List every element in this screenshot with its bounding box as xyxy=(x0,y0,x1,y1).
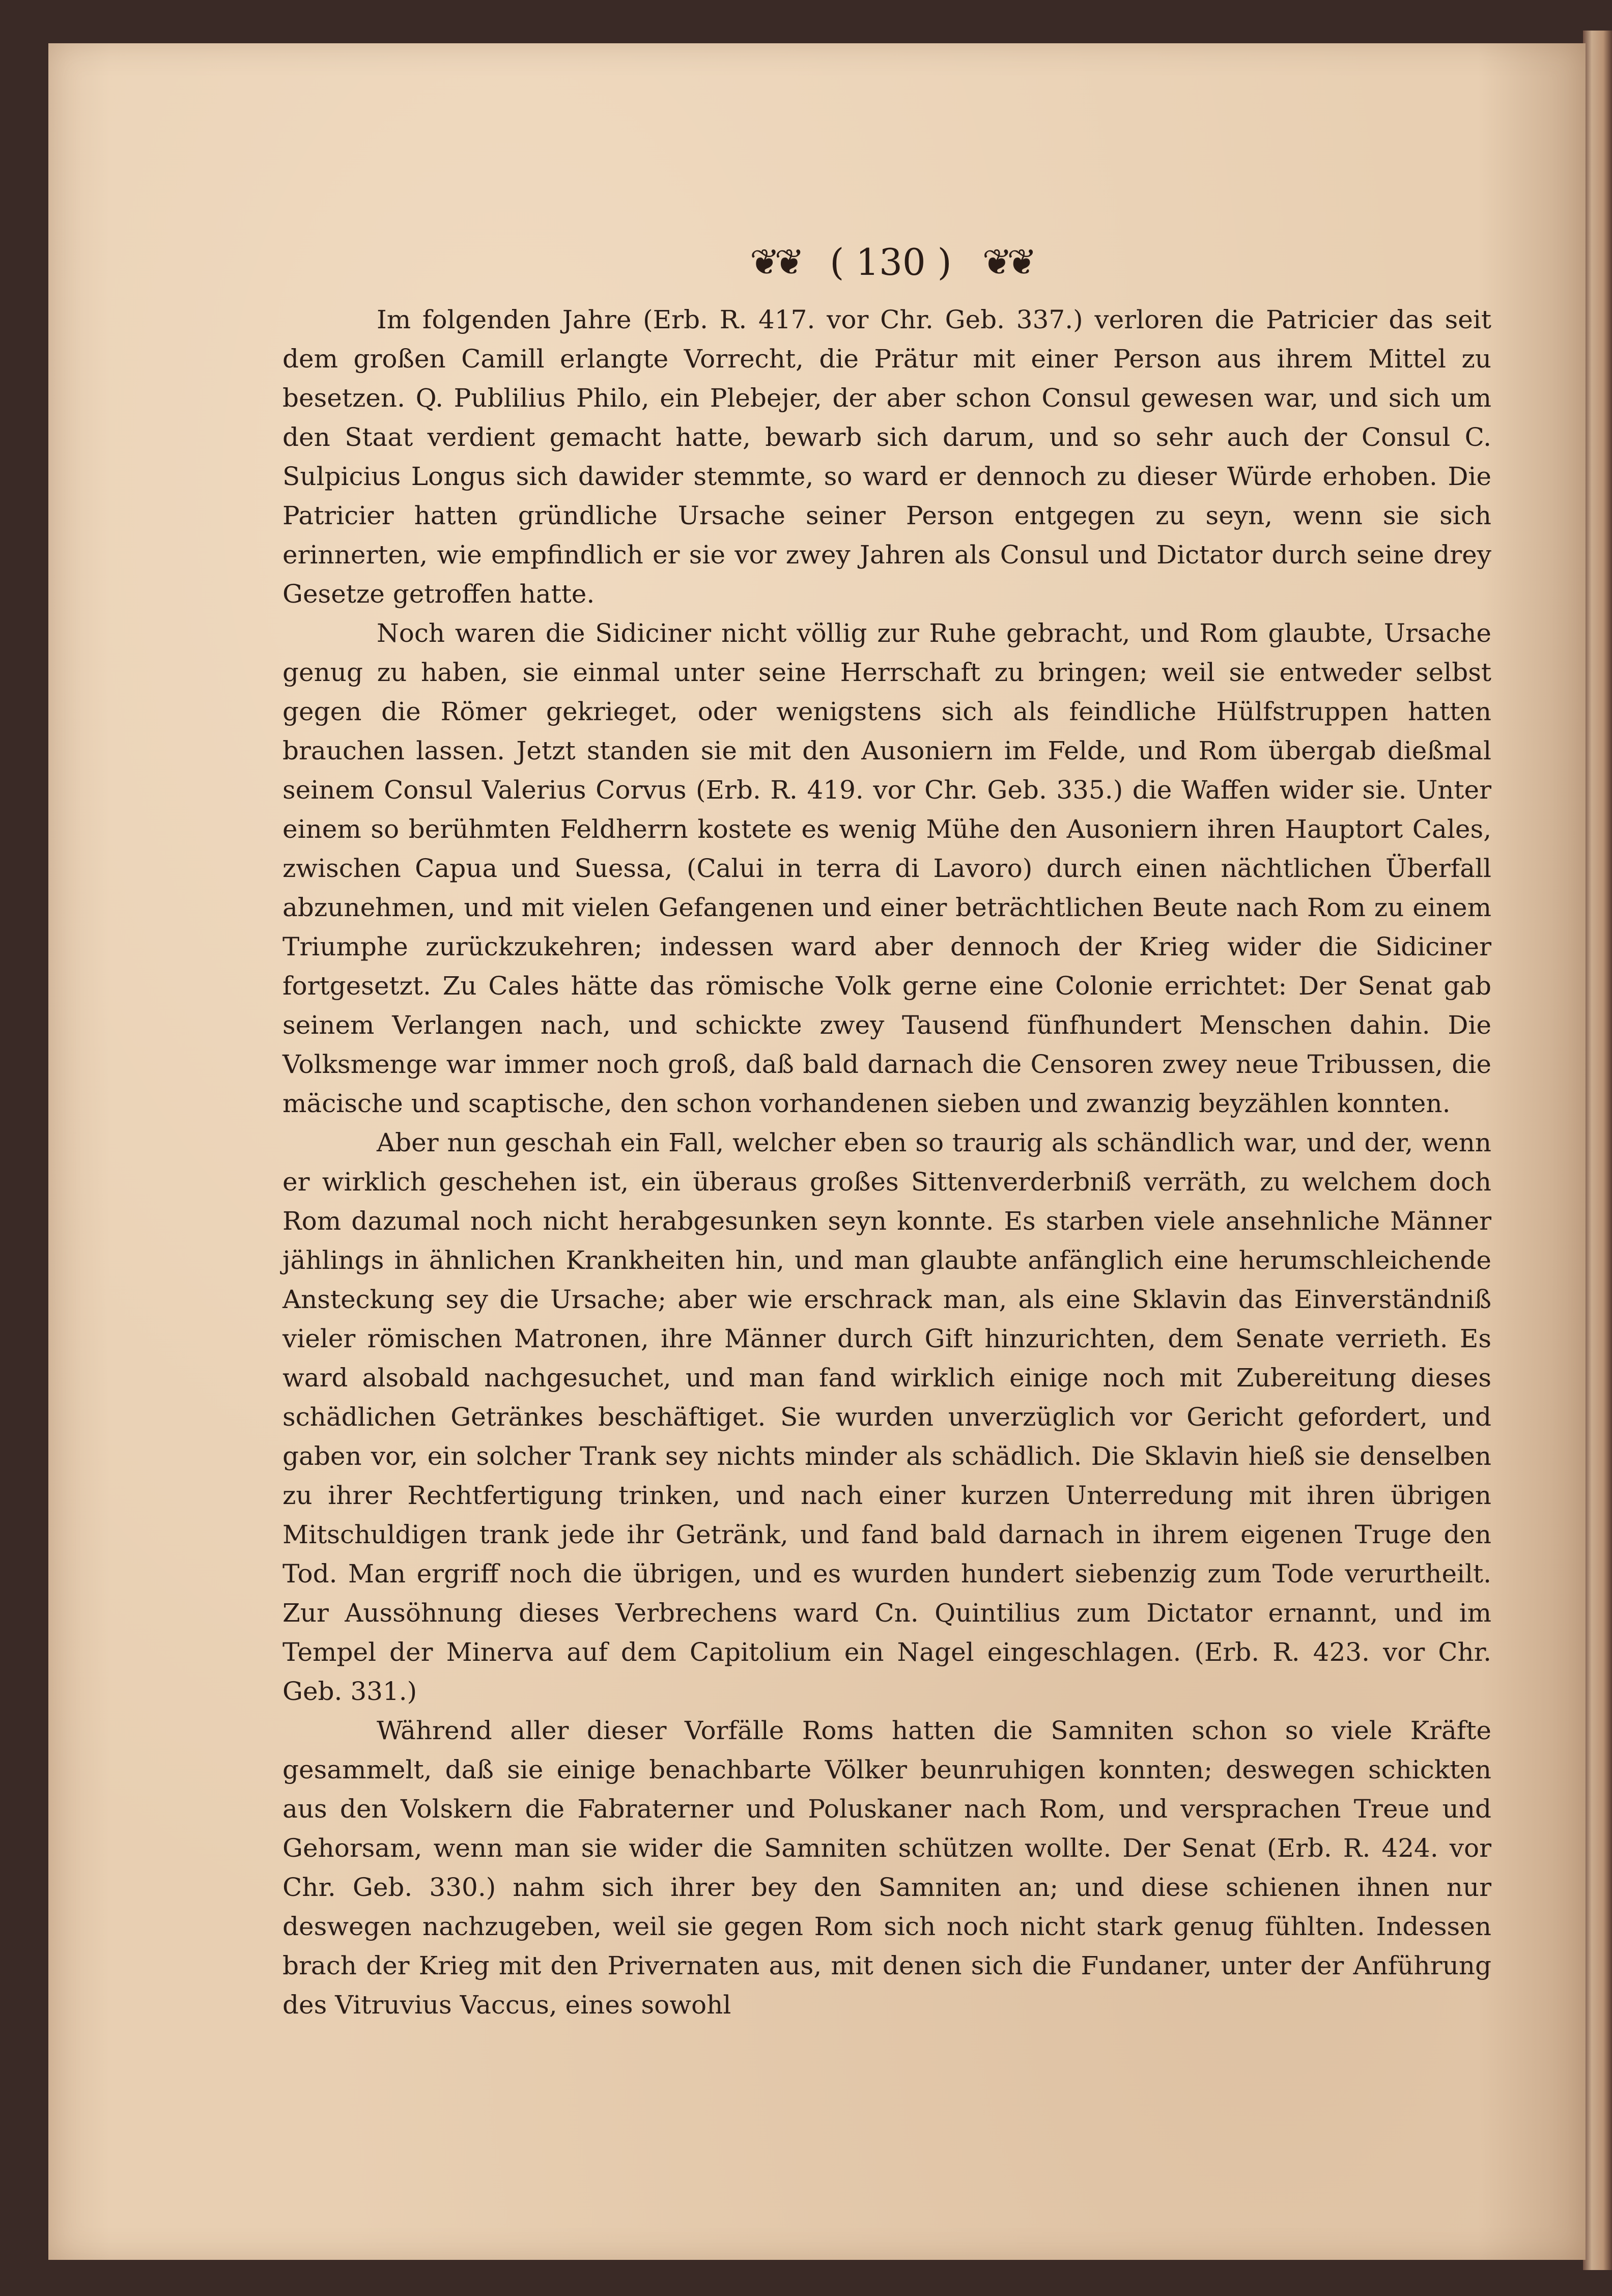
paragraph: Im folgenden Jahre (Erb. R. 417. vor Chr. Geb. 337.) verloren die Patricier das seit dem großen Camill erlangte Vorrecht, die Prätur mit einer Person aus ihrem Mittel zu besetzen. Q. Publilius Philo, ein Plebejer, der aber schon Consul gewesen war, und sich um den Staat verdient gemacht hatte, bewarb sich darum, und so sehr auch der Consul C. Sulpicius Longus sich dawider stemmte, so ward er dennoch zu dieser Würde erhoben. Die Patricier hatten gründliche Ursache seiner Person entgegen zu seyn, wenn sie sich erinnerten, wie empfindlich er sie vor zwey Jahren als Consul und Dictator durch seine drey Gesetze getroffen hatte. xyxy=(282,305,1491,609)
page-header xyxy=(662,239,1120,285)
adjacent-page-edge xyxy=(1583,31,1612,2270)
paragraph: Noch waren die Sidiciner nicht völlig zur Ruhe gebracht, und Rom glaubte, Ursache genug zu haben, sie einmal unter seine Herrschaft zu bringen; weil sie entweder selbst gegen die Römer gekrieget, oder wenigstens sich als feindliche Hülfstruppen hatten brauchen lassen. Jetzt standen sie mit den Ausoniern im Felde, und Rom übergab dießmal seinem Consul Valerius Corvus (Erb. R. 419. vor Chr. Geb. 335.) die Waffen wider sie. Unter einem so berühmten Feldherrn kostete es wenig Mühe den Ausoniern ihren Hauptort Cales, zwischen Capua und Suessa, (Calui in terra di Lavoro) durch einen nächtlichen Überfall abzunehmen, und mit vielen Gefangenen und einer beträchtlichen Beute nach Rom zu einem Triumphe zurückzukehren; indessen ward aber dennoch der Krieg wider die Sidiciner fortgesetzt. Zu Cales hätte das römische Volk gerne eine Colonie errichtet: Der Senat gab seinem Verlangen nach, und schickte zwey Tausend fünfhundert Menschen dahin. Die Volksmenge war immer noch groß, daß bald darnach die Censoren zwey neue Tribussen, die mäcische und scaptische, den schon vorhandenen sieben und zwanzig beyzählen konnten. xyxy=(282,618,1491,1118)
paragraph: Während aller dieser Vorfälle Roms hatten die Samniten schon so viele Kräfte gesammelt, daß sie einige benachbarte Völker beunruhigen konnten; deswegen schickten aus den Volskern die Fabraterner und Poluskaner nach Rom, und versprachen Treue und Gehorsam, wenn man sie wider die Samniten schützen wollte. Der Senat (Erb. R. 424. vor Chr. Geb. 330.) nahm sich ihrer bey den Samniten an; und diese schienen ihnen nur deswegen nachzugeben, weil sie gegen Rom sich noch nicht stark genug fühlten. Indessen brach der Krieg mit den Privernaten aus, mit denen sich die Fundaner, unter der Anführung des Vitruvius Vaccus, eines sowohl xyxy=(282,1716,1491,2020)
paragraph: Aber nun geschah ein Fall, welcher eben so traurig als schändlich war, und der, wenn er wirklich geschehen ist, ein überaus großes Sittenverderbniß verräth, zu welchem doch Rom dazumal noch nicht herabgesunken seyn konnte. Es starben viele ansehnliche Männer jählings in ähnlichen Krankheiten hin, und man glaubte anfänglich eine herumschleichende Ansteckung sey die Ursache; aber wie erschrack man, als eine Sklavin das Einverständniß vieler römischen Matronen, ihre Männer durch Gift hinzurichten, dem Senate verrieth. Es ward alsobald nachgesuchet, und man fand wirklich einige noch mit Zubereitung dieses schädlichen Getränkes beschäftiget. Sie wurden unverzüglich vor Gericht gefordert, und gaben vor, ein solcher Trank sey nichts minder als schädlich. Die Sklavin hieß sie denselben zu ihrer Rechtfertigung trinken, und nach einer kurzen Unterredung mit ihren übrigen Mitschuldigen trank jede ihr Getränk, und fand bald darnach in ihrem eigenen Truge den Tod. Man ergriff noch die übrigen, und es wurden hundert siebenzig zum Tode verurtheilt. Zur Aussöhnung dieses Verbrechens ward Cn. Quintilius zum Dictator ernannt, und im Tempel der Minerva auf dem Capitolium ein Nagel eingeschlagen. (Erb. R. 423. vor Chr. Geb. 331.) xyxy=(282,1128,1491,1706)
ornament-left-icon: ❦❦ xyxy=(749,241,800,283)
page-number: ( 130 ) xyxy=(830,241,952,284)
ornament-right-icon: ❦❦ xyxy=(982,241,1032,283)
body-text xyxy=(282,300,1491,2025)
